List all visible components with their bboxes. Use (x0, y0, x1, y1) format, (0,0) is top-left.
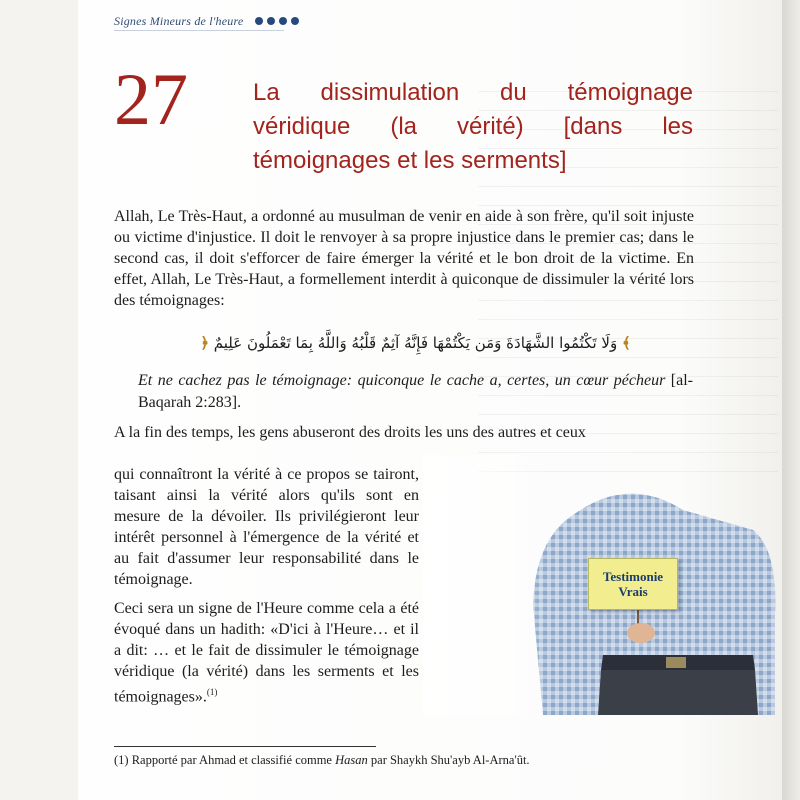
running-title: Signes Mineurs de l'heure (114, 13, 244, 28)
header-rule (114, 30, 284, 31)
text-column (114, 464, 419, 715)
chapter-number: 27 (114, 59, 188, 141)
ornate-bracket-icon: ﴿ (200, 334, 209, 352)
page-edge-shadow (782, 0, 800, 800)
footnote-rule (114, 746, 376, 747)
quran-verse (138, 334, 693, 352)
verse-translation (138, 370, 693, 414)
sign-text-line1: Testimonie (602, 569, 664, 584)
ornate-bracket-icon: ﴾ (622, 334, 631, 352)
sign-text-line2: Vrais (618, 584, 648, 599)
footnote-marker: (1) (206, 687, 218, 697)
dot-icon (267, 17, 275, 25)
verse-reference: [al-Baqarah 2:283]. (138, 372, 693, 411)
dot-icon (255, 17, 263, 25)
paragraph-end-times: qui connaîtront la vérité à ce propos se tairont, taisant ainsi la vérité alors qu'ils sont en mesure de la dévoiler. Ils privilégieront leur intérêt personnel à l'émergence de la vérité et au fait d'assumer leur responsabilité dans le témoignage. (114, 466, 419, 588)
sign-card (588, 558, 678, 610)
footnote-text-end: par Shaykh Shu'ayb Al-Arna'ût. (367, 753, 530, 767)
footnote-text-start: (1) Rapporté par Ahmad et classifié comme (114, 753, 336, 767)
paragraph-intro: Allah, Le Très-Haut, a ordonné au musulman de venir en aide à son frère, qu'il soit injuste ou victime d'injustice. Il doit le renvoyer à sa propre injustice dans le premier cas; dans le second cas, il doit s'efforcer de faire émerger la vérité et le bon droit de la victime. En effet, Allah, Le Très-Haut, a formellement interdit à quiconque de dissimuler la vérité lors des témoignages: (114, 208, 694, 309)
chapter-title: La dissimulation du témoignage véridique (la vérité) [dans les témoignages et les serments] (253, 79, 693, 174)
footnote (114, 752, 714, 768)
paragraph-hadith (114, 598, 419, 707)
footnote-grade: Hasan (335, 753, 368, 767)
header-dots-ornament (255, 17, 299, 25)
dot-icon (279, 17, 287, 25)
dot-icon (291, 17, 299, 25)
book-page (78, 0, 782, 800)
quran-arabic-text: وَلَا تَكْتُمُوا الشَّهَادَةَ وَمَن يَكْتُمْهَا فَإِنَّهُ آثِمٌ قَلْبُهُ وَاللَّهُ بِمَا تَعْمَلُونَ عَلِيمٌ (213, 334, 618, 352)
hadith-text: Ceci sera un signe de l'Heure comme cela a été évoqué dans un hadith: «D'ici à l'Heure… et il a dit: … et le fait de dissimuler le témoignage véridique (la vérité) dans les serments et les témoignages». (114, 600, 419, 706)
translation-text: Et ne cachez pas le témoignage: quiconque le cache a, certes, un cœur pécheur (138, 372, 666, 389)
paragraph-end-times-first-line: A la fin des temps, les gens abuseront des droits les uns des autres et ceux (114, 424, 586, 441)
